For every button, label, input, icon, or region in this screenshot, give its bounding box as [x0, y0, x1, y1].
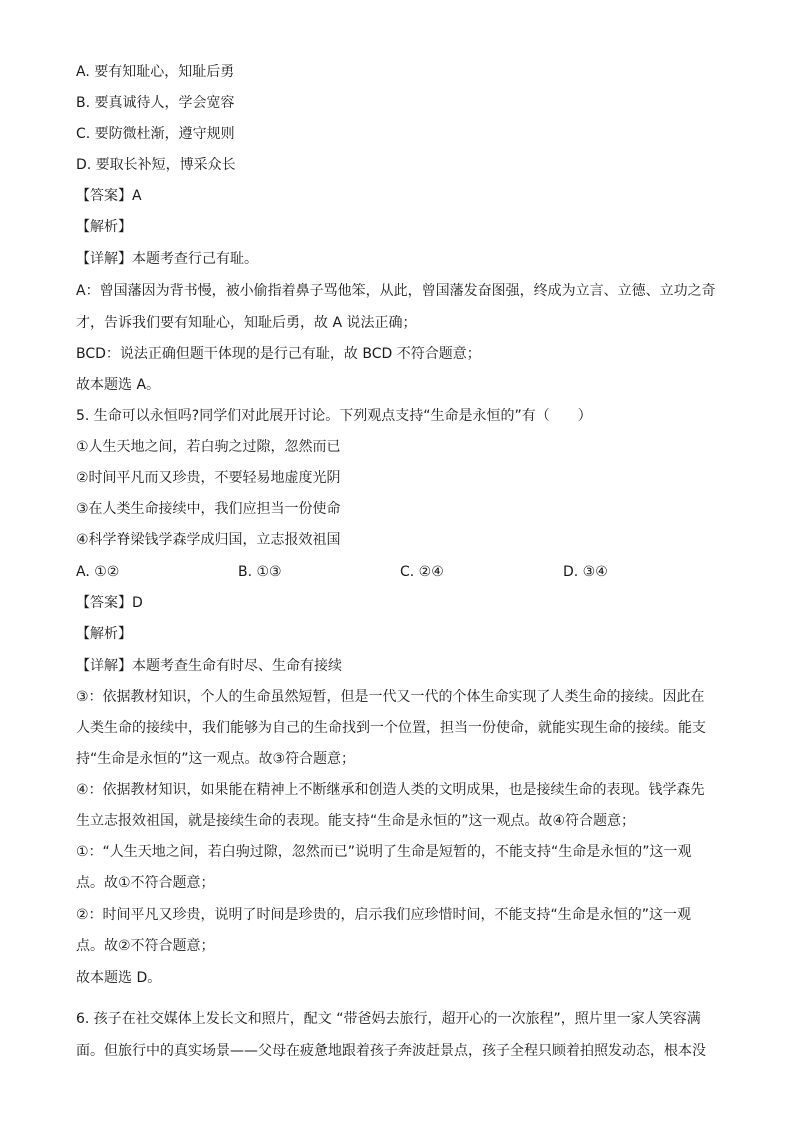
- q4-option-c: C. 要防微杜渐，遵守规则: [76, 126, 235, 142]
- q5-statement-4: ④科学脊梁钱学森学成归国，立志报效祖国: [76, 532, 341, 548]
- q5-explanation-line: 人类生命的接续中，我们能够为自己的生命找到一个位置，担当一份使命，就能实现生命的接续。能支: [76, 720, 706, 736]
- q5-statement-1: ①人生天地之间，若白驹之过隙，忽然而已: [76, 439, 341, 455]
- q4-explanation-line: A：曾国藩因为背书慢，被小偷指着鼻子骂他笨，从此，曾国藩发奋图强，终成为立言、立德、立功之奇: [76, 283, 716, 299]
- q5-statement-3: ③在人类生命接续中，我们应担当一份使命: [76, 501, 341, 517]
- q5-explanation-line: ④：依据教材知识，如果能在精神上不断继承和创造人类的文明成果，也是接续生命的表现。钱学森先: [76, 782, 705, 798]
- q5-explanation-line: ③：依据教材知识，个人的生命虽然短暂，但是一代又一代的个体生命实现了人类生命的接续。因此在: [76, 689, 705, 705]
- q6-question-line: 面。但旅行中的真实场景——父母在疲惫地跟着孩子奔波赶景点，孩子全程只顾着拍照发动态，根本没: [76, 1043, 706, 1059]
- q4-analysis-label: 【解析】: [76, 219, 132, 235]
- q4-option-b: B. 要真诚待人，学会宽容: [76, 95, 235, 111]
- q5-option-c: C. ②④: [400, 564, 444, 580]
- q5-detail: 【详解】本题考查生命有时尽、生命有接续: [76, 658, 342, 674]
- q5-option-a: A. ①②: [76, 564, 120, 580]
- q5-explanation-line: ①：“人生天地之间，若白驹过隙，忽然而已”说明了生命是短暂的，不能支持“生命是永恒的”这一观: [76, 844, 692, 860]
- q5-explanation-line: ②：时间平凡又珍贵，说明了时间是珍贵的，启示我们应珍惜时间，不能支持“生命是永恒的”这一观: [76, 907, 692, 923]
- q5-option-b: B. ①③: [238, 564, 282, 580]
- q5-explanation-line: 点。故②不符合题意；: [76, 938, 215, 954]
- q5-explanation-line: 生立志报效祖国，就是接续生命的表现。能支持“生命是永恒的”这一观点。故④符合题意；: [76, 813, 636, 829]
- q5-explanation-line: 故本题选 D。: [76, 970, 162, 986]
- q5-statement-2: ②时间平凡而又珍贵，不要轻易地虚度光阴: [76, 470, 341, 486]
- q5-option-d: D. ③④: [563, 564, 608, 580]
- q4-option-d: D. 要取长补短，博采众长: [76, 157, 236, 173]
- q4-option-a: A. 要有知耻心，知耻后勇: [76, 64, 235, 80]
- q5-question: 5. 生命可以永恒吗?同学们对此展开讨论。下列观点支持“生命是永恒的”有（ ）: [76, 408, 592, 424]
- q5-analysis-label: 【解析】: [76, 626, 132, 642]
- q4-detail: 【详解】本题考查行己有耻。: [76, 251, 258, 267]
- q4-explanation-line: 故本题选 A。: [76, 377, 161, 393]
- q5-explanation-line: 持“生命是永恒的”这一观点。故③符合题意；: [76, 751, 356, 767]
- q5-explanation-line: 点。故①不符合题意；: [76, 875, 215, 891]
- q4-answer: 【答案】A: [76, 188, 142, 204]
- q4-explanation-line: 才，告诉我们要有知耻心，知耻后勇，故 A 说法正确；: [76, 315, 417, 331]
- q5-answer: 【答案】D: [76, 595, 143, 611]
- q4-explanation-line: BCD：说法正确但题干体现的是行己有耻，故 BCD 不符合题意；: [76, 346, 481, 362]
- q6-question-line: 6. 孩子在社交媒体上发长文和照片，配文 “带爸妈去旅行，超开心的一次旅程”，照片里一家人笑容满: [76, 1011, 701, 1027]
